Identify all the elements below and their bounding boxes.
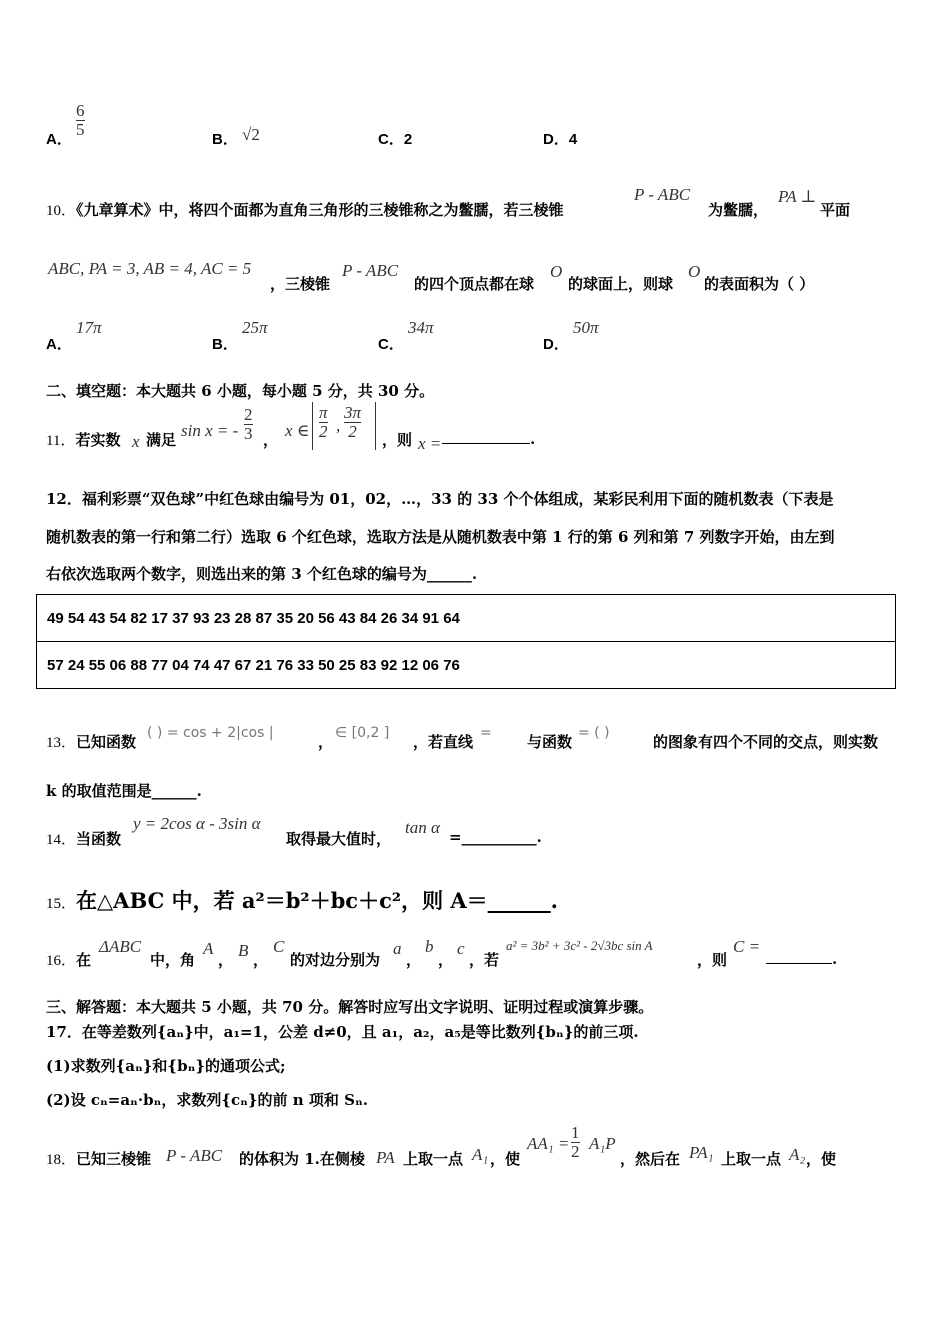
q10-option-d-label: D． bbox=[543, 336, 569, 353]
q14-math1: y = 2cos α - 3sin α bbox=[133, 814, 261, 833]
q18-frac-den: 2 bbox=[571, 1141, 580, 1161]
q15-number: 15． bbox=[46, 896, 77, 912]
q16-text4: ，若 bbox=[469, 951, 500, 969]
q10-option-c-label: C． bbox=[378, 336, 404, 353]
q15-line bbox=[46, 885, 558, 915]
q10-option-d-value: 50π bbox=[573, 318, 599, 337]
q9-a-denominator: 5 bbox=[76, 119, 85, 139]
q13-text2: ，若直线 bbox=[413, 733, 474, 751]
q10-number: 10． bbox=[46, 203, 77, 219]
section-2-heading: 二、填空题：本大题共 6 小题，每小题 5 分，共 30 分。 bbox=[46, 382, 435, 400]
q11-frac-num: 2 bbox=[244, 405, 253, 424]
q13-math2: ∈ [0,2 ] bbox=[335, 725, 390, 741]
q18-math4a: AA₁ = bbox=[527, 1134, 570, 1153]
q18-math1: P - ABC bbox=[166, 1146, 223, 1165]
q9-option-b-value: √2 bbox=[242, 125, 260, 144]
q18-fraction bbox=[571, 1124, 580, 1161]
q16-start bbox=[46, 949, 91, 970]
q18-math2: PA bbox=[376, 1148, 395, 1167]
q10-math3: ABC, PA = 3, AB = 4, AC = 5 bbox=[48, 259, 252, 278]
random-row-2: 57 24 55 06 88 77 04 74 47 67 21 76 33 50 25 83 92 12 06 76 bbox=[37, 642, 896, 689]
q13-math4: = ( ) bbox=[578, 725, 610, 741]
q13-number: 13． bbox=[46, 735, 77, 751]
q16-text3: 的对边分别为 bbox=[290, 951, 381, 969]
q12-line1: 12．福利彩票“双色球”中红色球由编号为 01，02，…，33 的 33 个个体组成，某彩民利用下面的随机数表（下表是 bbox=[46, 490, 834, 508]
q10-option-b-label: B． bbox=[212, 336, 238, 353]
q13-math1: ( ) = cos + 2|cos | bbox=[147, 725, 274, 741]
q16-side-c: c bbox=[457, 939, 465, 958]
q11-math2: x ∈ bbox=[285, 421, 310, 440]
q18-text4: ，使 bbox=[490, 1150, 521, 1168]
q16-math2: a² = 3b² + 3c² - 2√3bc sin A bbox=[506, 938, 653, 953]
q10-math2: PA ⊥ bbox=[778, 187, 817, 206]
q17-line1: 17．在等差数列{aₙ}中，a₁=1，公差 d≠0，且 a₁，a₂，a₅是等比数列{bₙ}的前三项. bbox=[46, 1023, 639, 1041]
q10-text5: 的四个顶点都在球 bbox=[414, 275, 535, 293]
q11-start bbox=[46, 429, 120, 450]
q10-text4: ，三棱锥 bbox=[270, 275, 331, 293]
q11-interval: $\frac{\pi}{2}$ , $\frac{3\pi}{2}$ bbox=[312, 402, 376, 450]
q11-text1: 若实数 bbox=[75, 431, 121, 449]
random-number-table bbox=[36, 594, 896, 689]
q9-option-a-fraction bbox=[76, 102, 85, 139]
q18-math4b: A₁P bbox=[589, 1134, 616, 1153]
q11-interval-high-num: 3π bbox=[344, 403, 362, 422]
q14-text1: 当函数 bbox=[76, 830, 122, 848]
q18-math5: PA₁ bbox=[689, 1143, 714, 1162]
q10-math5: O bbox=[550, 262, 563, 281]
q18-math6: A₂ bbox=[789, 1145, 806, 1164]
q14-text2: 取得最大值时， bbox=[286, 830, 392, 848]
q16-sep2: ， bbox=[253, 951, 269, 969]
q11-interval-low-num: π bbox=[319, 403, 328, 422]
q18-math3: A₁ bbox=[472, 1145, 489, 1164]
q11-frac-den: 3 bbox=[244, 423, 253, 443]
q9-a-numerator: 6 bbox=[76, 101, 85, 120]
q16-text5: ，则 bbox=[697, 951, 728, 969]
q11-number: 11． bbox=[46, 433, 76, 449]
q9-option-d: D．4 bbox=[543, 131, 578, 148]
q10-option-b-value: 25π bbox=[242, 318, 268, 337]
q16-angle-c: C bbox=[273, 937, 285, 956]
q16-text1: 在 bbox=[76, 951, 92, 969]
q10-math4: P - ABC bbox=[342, 261, 399, 280]
q11-end: . bbox=[530, 430, 536, 448]
q10-option-c-value: 34π bbox=[408, 318, 434, 337]
q10-math1: P - ABC bbox=[634, 185, 691, 204]
q13-text3: 与函数 bbox=[527, 733, 573, 751]
q13-line2: k 的取值范围是______. bbox=[46, 782, 202, 800]
q9-option-a-label: A． bbox=[46, 131, 72, 148]
q13-text4: 的图象有四个不同的交点，则实数 bbox=[653, 733, 879, 751]
q13-math3: = bbox=[480, 725, 492, 741]
q16-sep1: ， bbox=[218, 951, 234, 969]
q16-math1: ΔABC bbox=[99, 937, 142, 956]
q16-angle-b: B bbox=[238, 941, 249, 960]
q16-side-a: a bbox=[393, 939, 402, 958]
q9-option-c: C．2 bbox=[378, 131, 413, 148]
random-row-1: 49 54 43 54 82 17 37 93 23 28 87 35 20 56 43 84 26 34 91 64 bbox=[37, 595, 896, 642]
q11-text2: 满足 bbox=[146, 431, 177, 449]
q18-text5: ，然后在 bbox=[620, 1150, 681, 1168]
q18-text1: 已知三棱锥 bbox=[76, 1150, 152, 1168]
q16-sep4: ， bbox=[438, 951, 454, 969]
q16-text2: 中，角 bbox=[150, 951, 196, 969]
q11-interval-high-den: 2 bbox=[348, 421, 357, 441]
q13-start bbox=[46, 731, 136, 752]
q16-end: . bbox=[832, 950, 838, 968]
q14-number: 14． bbox=[46, 832, 77, 848]
q14-start bbox=[46, 828, 121, 849]
q18-text7: ，使 bbox=[806, 1150, 837, 1168]
q17-line2: (1)求数列{aₙ}和{bₙ}的通项公式; bbox=[46, 1057, 286, 1075]
q11-fraction bbox=[244, 406, 253, 443]
q15-text: 在△ABC 中，若 a²＝b²＋bc＋c²，则 A＝______. bbox=[76, 888, 558, 913]
q16-math3: C = bbox=[733, 937, 761, 956]
q11-var2: x = bbox=[418, 434, 442, 453]
q16-answer-blank bbox=[766, 949, 837, 968]
q18-text6: 上取一点 bbox=[721, 1150, 782, 1168]
q10-text3: 平面 bbox=[820, 201, 851, 219]
table-row bbox=[37, 642, 896, 689]
q11-interval-low-den: 2 bbox=[319, 421, 328, 441]
q10-option-a-value: 17π bbox=[76, 318, 102, 337]
q16-number: 16． bbox=[46, 953, 77, 969]
q18-start bbox=[46, 1148, 151, 1169]
q9-option-b-label: B． bbox=[212, 131, 238, 148]
q11-var: x bbox=[132, 432, 140, 451]
q13-sep: ， bbox=[318, 733, 334, 751]
q10-option-a-label: A． bbox=[46, 336, 72, 353]
q10-text6: 的球面上，则球 bbox=[568, 275, 674, 293]
q18-number: 18． bbox=[46, 1152, 77, 1168]
q10-text1: 《九章算术》中，将四个面都为直角三角形的三棱锥称之为鳖臑，若三棱锥 bbox=[76, 201, 564, 219]
q11-math1: sin x = - bbox=[181, 421, 239, 440]
q12-line2: 随机数表的第一行和第二行）选取 6 个红色球，选取方法是从随机数表中第 1 行的第 6 列和第 7 列数字开始，由左到 bbox=[46, 528, 835, 546]
q18-text3: 上取一点 bbox=[403, 1150, 464, 1168]
q10-text2: 为鳖臑， bbox=[708, 201, 769, 219]
q11-answer-blank bbox=[442, 429, 535, 448]
q18-text2: 的体积为 1.在侧棱 bbox=[239, 1150, 365, 1168]
q14-text3: =__________. bbox=[449, 828, 542, 846]
table-row bbox=[37, 595, 896, 642]
q14-math2: tan α bbox=[405, 818, 440, 837]
q16-angle-a: A bbox=[203, 939, 214, 958]
q12-line3: 右依次选取两个数字，则选出来的第 3 个红色球的编号为______. bbox=[46, 565, 478, 583]
q13-text1: 已知函数 bbox=[76, 733, 137, 751]
q10-line1 bbox=[46, 199, 564, 220]
q10-math6: O bbox=[688, 262, 701, 281]
q16-sep3: ， bbox=[406, 951, 422, 969]
q10-text7: 的表面积为（ ） bbox=[704, 275, 815, 293]
q11-text3: ，则 bbox=[382, 431, 413, 449]
q17-line3: (2)设 cₙ=aₙ·bₙ，求数列{cₙ}的前 n 项和 Sₙ. bbox=[46, 1091, 368, 1109]
q16-side-b: b bbox=[425, 937, 434, 956]
q18-frac-num: 1 bbox=[571, 1123, 580, 1142]
q11-comma: ， bbox=[263, 431, 279, 449]
section-3-heading: 三、解答题：本大题共 5 小题，共 70 分。解答时应写出文字说明、证明过程或演算步骤。 bbox=[46, 998, 654, 1016]
